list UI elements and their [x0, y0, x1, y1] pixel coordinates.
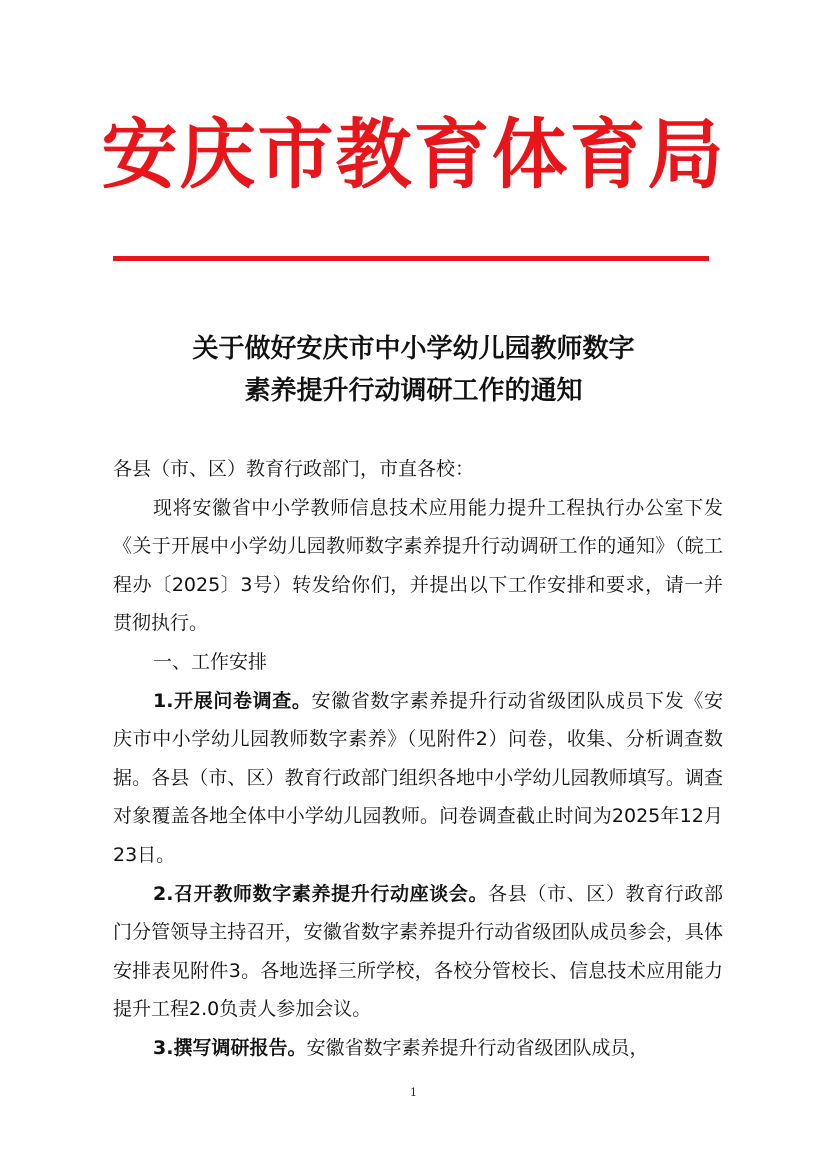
item-1-text: 安徽省数字素养提升行动省级团队成员下发《安庆市中小学幼儿园教师数字素养》（见附件2）问卷，收集、分析调查数据。各县（市、区）教育行政部门组织各地中小学幼儿园教师填写。调查对象覆盖各地全体中小学幼儿园教师。问卷调查截止时间为2025年12月23日。	[113, 689, 723, 866]
item-3-lead: 3.撰写调研报告。	[153, 1036, 307, 1059]
item-3-text: 安徽省数字素养提升行动省级团队成员，	[306, 1036, 649, 1059]
title-line-2: 素养提升行动调研工作的通知	[244, 376, 583, 406]
item-1-lead: 1.开展问卷调查。	[153, 689, 312, 712]
page-number: 1	[410, 1086, 417, 1099]
item-2-paragraph	[113, 875, 723, 1029]
document-body	[113, 450, 723, 1068]
title-line-1: 关于做好安庆市中小学幼儿园教师数字	[192, 334, 635, 364]
document-title	[60, 328, 767, 412]
item-2-lead: 2.召开教师数字素养提升行动座谈会。	[153, 882, 489, 905]
item-3-paragraph	[113, 1029, 723, 1068]
item-2-text: 各县（市、区）教育行政部门分管领导主持召开，安徽省数字素养提升行动省级团队成员参会，具体安排表见附件3。各地选择三所学校，各校分管校长、信息技术应用能力提升工程2.0负责人参加会议。	[113, 882, 723, 1021]
item-1-paragraph	[113, 682, 723, 875]
organization-header: 安庆市教育体育局	[101, 110, 726, 199]
salutation: 各县（市、区）教育行政部门，市直各校：	[113, 458, 475, 480]
intro-paragraph: 现将安徽省中小学教师信息技术应用能力提升工程执行办公室下发《关于开展中小学幼儿园教师数字素养提升行动调研工作的通知》（皖工程办〔2025〕3号）转发给你们，并提出以下工作安排和要求，请一并贯彻执行。	[113, 496, 723, 635]
red-divider-line	[113, 256, 709, 261]
section-heading-1: 一、工作安排	[153, 650, 268, 673]
